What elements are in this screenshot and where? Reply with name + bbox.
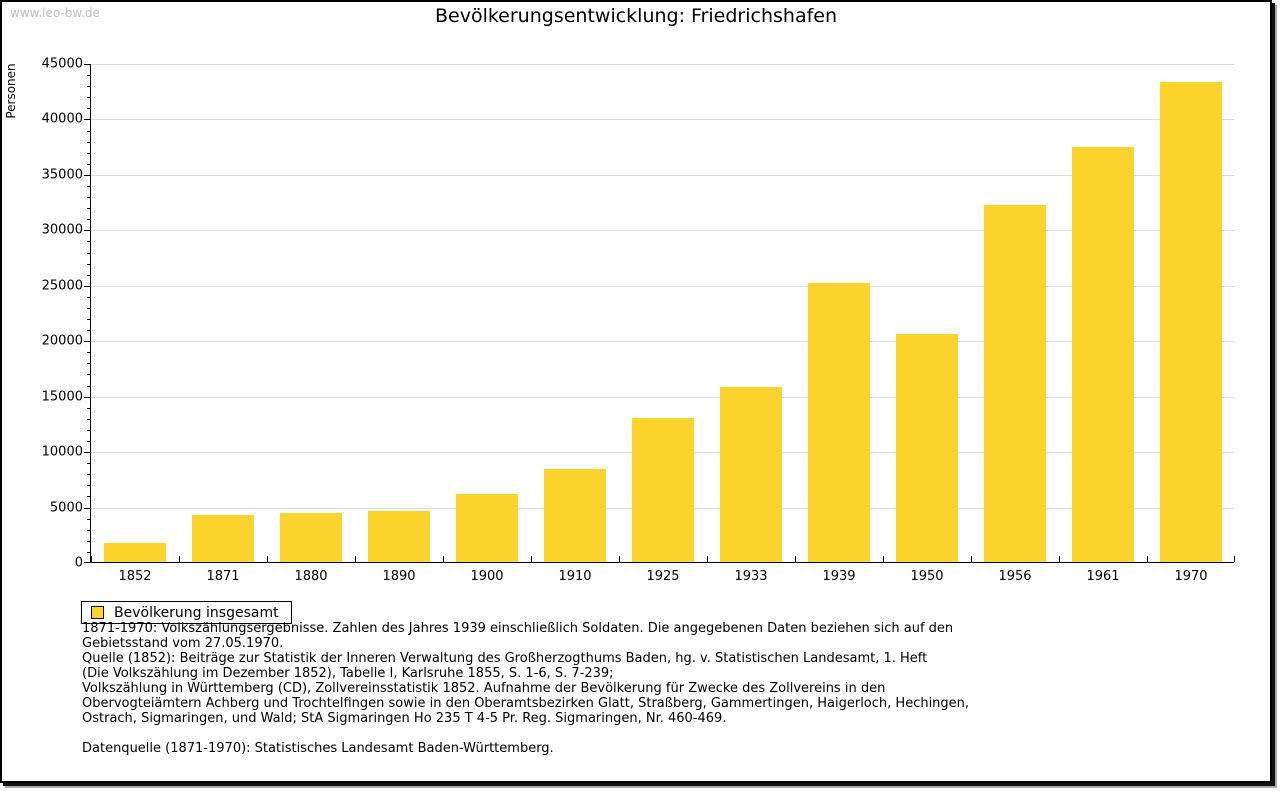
x-tick-label: 1950 bbox=[910, 569, 944, 584]
x-tick bbox=[619, 556, 620, 562]
y-tick bbox=[84, 286, 91, 287]
y-tick bbox=[87, 86, 91, 87]
legend-swatch-icon bbox=[91, 606, 104, 619]
y-tick-label: 30000 bbox=[41, 222, 83, 238]
x-tick-label: 1970 bbox=[1174, 569, 1208, 584]
x-tick-label: 1956 bbox=[998, 569, 1032, 584]
x-tick bbox=[795, 556, 796, 562]
y-tick bbox=[87, 75, 91, 76]
y-tick bbox=[87, 142, 91, 143]
y-axis-label: Personen bbox=[4, 63, 18, 119]
y-tick bbox=[87, 319, 91, 320]
y-tick bbox=[87, 131, 91, 132]
x-tick-label: 1871 bbox=[206, 569, 240, 584]
x-tick-label: 1910 bbox=[558, 569, 592, 584]
y-tick-label: 40000 bbox=[41, 111, 83, 127]
y-tick-label: 20000 bbox=[41, 333, 83, 349]
bar-1925 bbox=[632, 418, 694, 562]
y-tick bbox=[87, 419, 91, 420]
y-tick-label: 5000 bbox=[49, 500, 83, 516]
bar-1900 bbox=[456, 494, 518, 562]
watermark-leo-bw: www.leo-bw.de bbox=[10, 6, 100, 20]
y-tick bbox=[87, 186, 91, 187]
y-tick bbox=[84, 64, 91, 65]
y-tick bbox=[87, 541, 91, 542]
footnote-line: Obervogteiämtern Achberg und Trochtelfingen sowie in den Oberamtsbezirken Glatt, Straßberg, Gammertingen, Haigerloch, Hechingen, bbox=[82, 696, 970, 711]
y-tick-label: 15000 bbox=[41, 389, 83, 405]
x-tick bbox=[707, 556, 708, 562]
y-tick bbox=[87, 330, 91, 331]
footnote-line: (Die Volkszählung im Dezember 1852), Tabelle I, Karlsruhe 1855, S. 1-6, S. 7-239; bbox=[82, 666, 614, 681]
y-tick bbox=[87, 441, 91, 442]
x-tick bbox=[443, 556, 444, 562]
y-tick bbox=[84, 397, 91, 398]
gridline-40000 bbox=[91, 119, 1234, 120]
x-tick-label: 1900 bbox=[470, 569, 504, 584]
y-tick bbox=[87, 530, 91, 531]
y-tick-label: 0 bbox=[74, 555, 83, 571]
y-tick bbox=[87, 374, 91, 375]
y-tick bbox=[87, 108, 91, 109]
y-tick bbox=[87, 485, 91, 486]
y-tick bbox=[87, 363, 91, 364]
x-tick-label: 1890 bbox=[382, 569, 416, 584]
legend-label: Bevölkerung insgesamt bbox=[114, 604, 279, 621]
y-tick bbox=[87, 297, 91, 298]
x-tick-label: 1933 bbox=[734, 569, 768, 584]
y-tick bbox=[87, 197, 91, 198]
y-tick bbox=[87, 275, 91, 276]
y-tick bbox=[87, 219, 91, 220]
gridline-35000 bbox=[91, 175, 1234, 176]
bar-1890 bbox=[368, 511, 430, 562]
x-tick bbox=[355, 556, 356, 562]
y-tick bbox=[87, 519, 91, 520]
bar-1970 bbox=[1160, 82, 1222, 562]
footnote-line: Quelle (1852): Beiträge zur Statistik der Inneren Verwaltung des Großherzogthums Baden, hg. v. Statistischen Landesamt, 1. Heft bbox=[82, 651, 928, 666]
gridline-20000 bbox=[91, 341, 1234, 342]
bar-1956 bbox=[984, 205, 1046, 562]
plot-area bbox=[41, 56, 1234, 584]
y-tick-label: 45000 bbox=[41, 56, 83, 72]
y-tick bbox=[87, 352, 91, 353]
bar-1933 bbox=[720, 387, 782, 562]
x-tick bbox=[1147, 556, 1148, 562]
x-tick bbox=[1059, 556, 1060, 562]
gridline-15000 bbox=[91, 397, 1234, 398]
y-tick bbox=[87, 386, 91, 387]
y-tick bbox=[87, 264, 91, 265]
x-tick bbox=[883, 556, 884, 562]
y-tick bbox=[87, 153, 91, 154]
x-tick-label: 1961 bbox=[1086, 569, 1120, 584]
datasource-line: Datenquelle (1871-1970): Statistisches Landesamt Baden-Württemberg. bbox=[82, 741, 554, 756]
y-tick bbox=[87, 463, 91, 464]
x-tick bbox=[267, 556, 268, 562]
y-tick-label: 25000 bbox=[41, 278, 83, 294]
y-tick bbox=[84, 562, 91, 563]
y-tick bbox=[84, 119, 91, 120]
y-tick bbox=[87, 474, 91, 475]
y-tick bbox=[87, 496, 91, 497]
footnote-line: 1871-1970: Volkszählungsergebnisse. Zahlen des Jahres 1939 einschließlich Soldaten. Die angegebenen Daten beziehen sich auf den bbox=[82, 621, 954, 636]
bar-1871 bbox=[192, 515, 254, 562]
y-tick bbox=[84, 341, 91, 342]
gridline-30000 bbox=[91, 230, 1234, 231]
gridline-45000 bbox=[91, 64, 1234, 65]
bar-1852 bbox=[104, 543, 166, 562]
chart-title: Bevölkerungsentwicklung: Friedrichshafen bbox=[434, 5, 838, 27]
footnote-line: Ostrach, Sigmaringen, und Wald; StA Sigmaringen Ho 235 T 4-5 Pr. Reg. Sigmaringen, Nr. 460-469. bbox=[82, 711, 727, 726]
footnote-line: Gebietsstand vom 27.05.1970. bbox=[82, 636, 284, 651]
bar-1961 bbox=[1072, 147, 1134, 562]
y-tick bbox=[87, 430, 91, 431]
bar-1939 bbox=[808, 283, 870, 562]
footnotes bbox=[82, 621, 969, 726]
x-tick bbox=[971, 556, 972, 562]
y-tick bbox=[84, 175, 91, 176]
x-tick-label: 1880 bbox=[294, 569, 328, 584]
x-tick bbox=[91, 556, 92, 562]
bar-1880 bbox=[280, 513, 342, 562]
x-tick bbox=[179, 556, 180, 562]
y-tick bbox=[87, 164, 91, 165]
x-tick-label: 1939 bbox=[822, 569, 856, 584]
bar-1950 bbox=[896, 334, 958, 562]
x-tick-label: 1925 bbox=[646, 569, 680, 584]
gridline-25000 bbox=[91, 286, 1234, 287]
y-tick bbox=[87, 241, 91, 242]
y-tick bbox=[87, 208, 91, 209]
y-tick-label: 35000 bbox=[41, 167, 83, 183]
bar-1910 bbox=[544, 469, 606, 562]
x-tick-label: 1852 bbox=[118, 569, 152, 584]
x-tick bbox=[1234, 556, 1235, 562]
y-tick bbox=[87, 408, 91, 409]
y-tick bbox=[87, 552, 91, 553]
y-tick bbox=[84, 452, 91, 453]
y-tick bbox=[87, 308, 91, 309]
y-tick-label: 10000 bbox=[41, 444, 83, 460]
y-tick bbox=[84, 508, 91, 509]
y-tick bbox=[84, 230, 91, 231]
x-tick bbox=[531, 556, 532, 562]
y-tick bbox=[87, 253, 91, 254]
y-tick bbox=[87, 97, 91, 98]
footnote-line: Volkszählung in Württemberg (CD), Zollvereinsstatistik 1852. Aufnahme der Bevölkerung für Zwecke des Zollvereins in den bbox=[82, 681, 886, 696]
